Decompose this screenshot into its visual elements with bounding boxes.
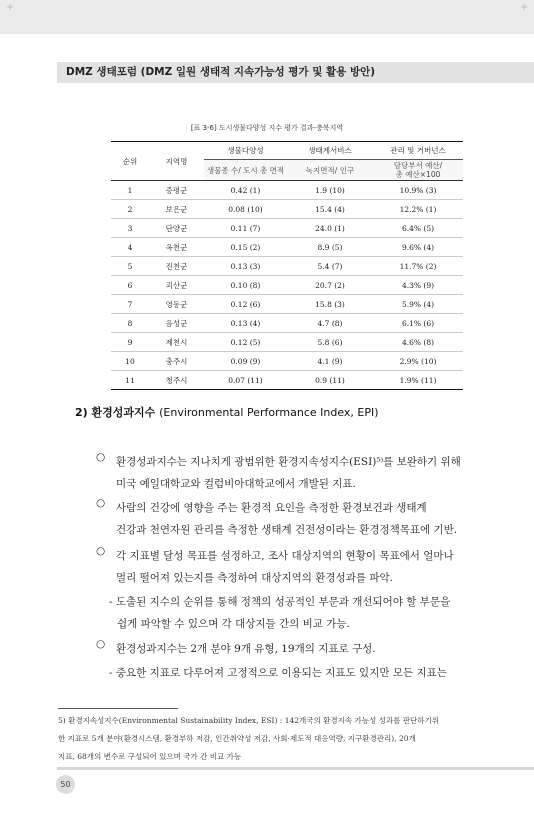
cell-governance: 5.9% (4) (373, 295, 463, 314)
cell-governance: 9.6% (4) (373, 238, 463, 257)
cell-rank: 5 (111, 257, 149, 276)
cell-biodiversity: 0.12 (6) (204, 295, 287, 314)
cell-ecosystem: 20.7 (2) (287, 276, 373, 295)
footnote-rule (58, 708, 178, 709)
cell-biodiversity: 0.10 (8) (204, 276, 287, 295)
paragraph-1-line-2: 미국 예일대학교와 컬럼비아대학교에서 개발된 지표. (116, 478, 356, 490)
cell-biodiversity: 0.08 (10) (204, 200, 287, 219)
col-header-governance: 관리 및 거버넌스 (373, 142, 463, 160)
subheader-species-per-area: 생물종 수/ 도시 총 면적 (204, 160, 287, 181)
cell-biodiversity: 0.11 (7) (204, 219, 287, 238)
section-title: 2) 환경성과지수 (Environmental Performance Index, EPI) (75, 406, 379, 419)
cell-rank: 11 (111, 371, 149, 390)
crop-mark-right: + (520, 2, 529, 13)
paragraph-3-line-1: 각 지표별 달성 목표를 설정하고, 조사 대상지역의 현황이 목표에서 얼마나 (116, 550, 454, 562)
col-header-biodiversity: 생물다양성 (204, 142, 287, 160)
cell-region: 단양군 (149, 219, 204, 238)
cell-ecosystem: 15.4 (4) (287, 200, 373, 219)
cell-region: 충주시 (149, 352, 204, 371)
cell-governance: 6.4% (5) (373, 219, 463, 238)
dash-item-1-line-2: 쉽게 파악할 수 있으며 각 대상지들 간의 비교 가능. (117, 618, 350, 630)
cell-region: 괴산군 (149, 276, 204, 295)
cell-rank: 3 (111, 219, 149, 238)
running-header-title: DMZ 생태포럼 (DMZ 일원 생태적 지속가능성 평가 및 활용 방안) (66, 66, 376, 78)
cell-governance: 1.9% (11) (373, 371, 463, 390)
bullet-circle: ○ (96, 638, 106, 650)
table-caption: [표 3-6] 도시생물다양성 지수 평가 결과-충북지역 (190, 124, 344, 132)
table-row (111, 257, 463, 276)
cell-biodiversity: 0.42 (1) (204, 181, 287, 200)
cell-governance: 12.2% (1) (373, 200, 463, 219)
paragraph-3-line-2: 멀리 떨어져 있는지를 측정하여 대상지역의 환경성과를 파악. (116, 572, 393, 584)
paragraph-2-line-1: 사람의 건강에 영향을 주는 환경적 요인을 측정한 환경보건과 생태계 (116, 502, 427, 514)
cell-region: 제천시 (149, 333, 204, 352)
bullet-circle: ○ (96, 545, 106, 557)
subheader-green-area-per-pop: 녹지면적/ 인구 (287, 160, 373, 181)
cell-ecosystem: 8.9 (5) (287, 238, 373, 257)
bottom-rule (57, 767, 534, 770)
cell-rank: 10 (111, 352, 149, 371)
cell-region: 영동군 (149, 295, 204, 314)
cell-governance: 6.1% (6) (373, 314, 463, 333)
paragraph-4: 환경성과지수는 2개 분야 9개 유형, 19개의 지표로 구성. (116, 643, 376, 655)
cell-rank: 8 (111, 314, 149, 333)
crop-mark-left: + (6, 2, 15, 13)
cell-rank: 9 (111, 333, 149, 352)
table-row (111, 181, 463, 200)
cell-biodiversity: 0.12 (5) (204, 333, 287, 352)
subheader-budget-ratio: 담당부서 예산/ 총 예산×100 (373, 160, 463, 181)
cell-ecosystem: 1.9 (10) (287, 181, 373, 200)
bullet-circle: ○ (96, 497, 106, 509)
cell-ecosystem: 24.0 (1) (287, 219, 373, 238)
cell-biodiversity: 0.07 (11) (204, 371, 287, 390)
cell-biodiversity: 0.09 (9) (204, 352, 287, 371)
cell-region: 증평군 (149, 181, 204, 200)
paragraph-1-line-1: 환경성과지수는 지나치게 광범위한 환경지속성지수(ESI)⁵⁾를 보완하기 위해 (116, 456, 461, 468)
table-row (111, 371, 463, 390)
footnote-line-1: 5) 환경지속성지수(Environmental Sustainability Index, ESI) : 142개국의 환경지속 가능성 성과를 판단하기위 (58, 716, 439, 725)
footnote-line-2: 한 지표로 5개 분야(환경시스템, 환경부하 저감, 인간취약성 저감, 사회·제도적 대응역량, 지구환경관리), 20개 (58, 734, 416, 743)
page-number: 50 (56, 775, 75, 794)
table-row (111, 314, 463, 333)
table-row (111, 276, 463, 295)
cell-ecosystem: 5.8 (6) (287, 333, 373, 352)
col-header-rank: 순위 (111, 142, 149, 181)
cell-ecosystem: 0.9 (11) (287, 371, 373, 390)
table-row (111, 352, 463, 371)
paragraph-2-line-2: 건강과 천연자원 관리를 측정한 생태계 건전성이라는 환경정책목표에 기반. (116, 524, 458, 536)
cell-rank: 1 (111, 181, 149, 200)
table-row (111, 238, 463, 257)
cell-region: 보은군 (149, 200, 204, 219)
cell-rank: 7 (111, 295, 149, 314)
cell-biodiversity: 0.13 (3) (204, 257, 287, 276)
cell-governance: 4.6% (8) (373, 333, 463, 352)
cell-biodiversity: 0.15 (2) (204, 238, 287, 257)
table-row (111, 200, 463, 219)
cell-region: 진천군 (149, 257, 204, 276)
biodiversity-index-table (111, 141, 463, 390)
top-bar (0, 0, 534, 34)
footnote-line-3: 지표, 68개의 변수로 구성되어 있으며 국가 간 비교 가능 (58, 752, 242, 761)
cell-biodiversity: 0.13 (4) (204, 314, 287, 333)
dash-item-2: - 중요한 지표로 다루어져 고정적으로 이용되는 지표도 있지만 모든 지표는 (109, 667, 447, 679)
cell-ecosystem: 5.4 (7) (287, 257, 373, 276)
cell-region: 옥천군 (149, 238, 204, 257)
cell-governance: 4.3% (9) (373, 276, 463, 295)
footnote (58, 712, 478, 766)
cell-ecosystem: 15.8 (3) (287, 295, 373, 314)
cell-governance: 2.9% (10) (373, 352, 463, 371)
cell-ecosystem: 4.7 (8) (287, 314, 373, 333)
bullet-circle: ○ (96, 451, 106, 463)
cell-rank: 6 (111, 276, 149, 295)
cell-governance: 11.7% (2) (373, 257, 463, 276)
dash-item-1-line-1: - 도출된 지수의 순위를 통해 정책의 성공적인 부문과 개선되어야 할 부문을 (109, 596, 451, 608)
cell-region: 청주시 (149, 371, 204, 390)
cell-region: 음성군 (149, 314, 204, 333)
table-row (111, 295, 463, 314)
cell-rank: 4 (111, 238, 149, 257)
col-header-region: 지역명 (149, 142, 204, 181)
cell-ecosystem: 4.1 (9) (287, 352, 373, 371)
table-row (111, 333, 463, 352)
cell-governance: 10.9% (3) (373, 181, 463, 200)
table-body (111, 181, 463, 390)
col-header-ecosystem-services: 생태계서비스 (287, 142, 373, 160)
table-row (111, 219, 463, 238)
cell-rank: 2 (111, 200, 149, 219)
